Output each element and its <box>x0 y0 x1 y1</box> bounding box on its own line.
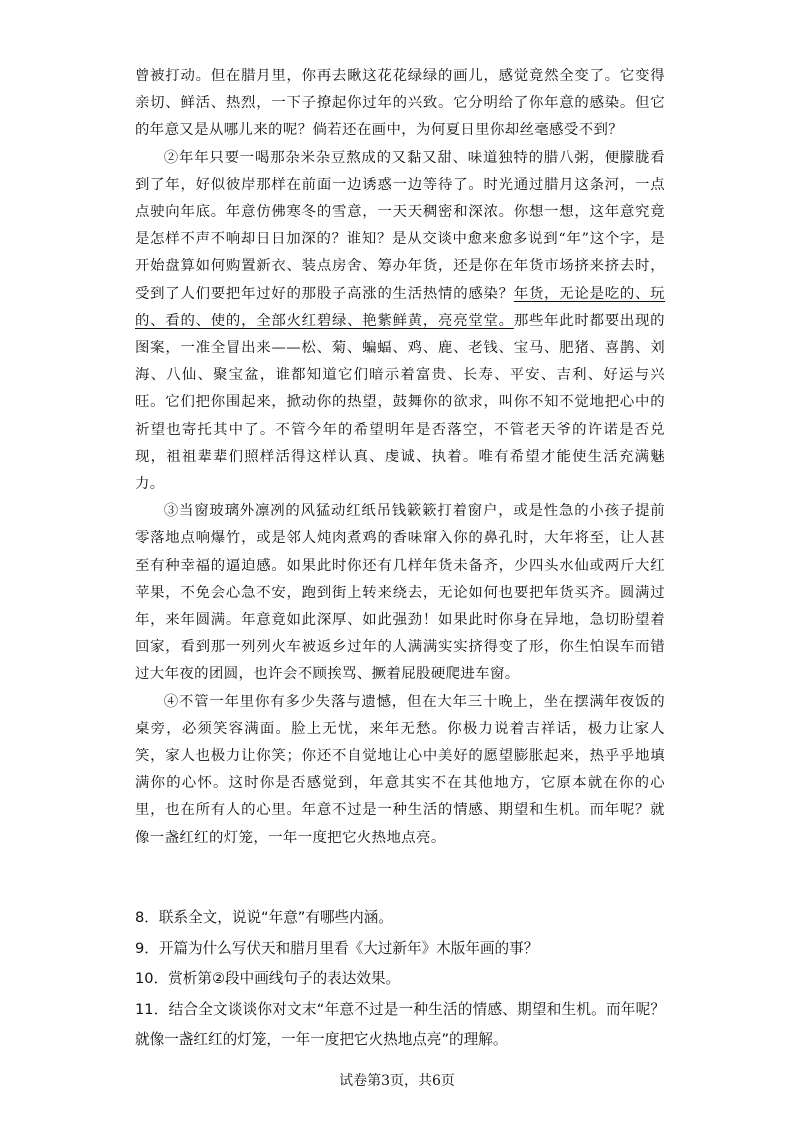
question-8: 8．联系全文，说说“年意”有哪些内涵。 <box>135 909 393 926</box>
page-footer: 试卷第3页，共6页 <box>339 1073 455 1089</box>
underlined-sentence: 年货，无论是吃的、玩的、看的、使的，全部火红碧绿、艳紫鲜黄，亮亮堂堂。 <box>135 285 665 329</box>
paragraph-1-continued: 曾被打动。但在腊月里，你再去瞅这花花绿绿的画儿，感觉竟然全变了。它变得亲切、鲜活、热烈，一下子撩起你过年的兴致。它分明给了你年意的感染。但它的年意又是从哪儿来的呢？倘若还在画中，为何夏日里你却丝毫感受不到？ <box>135 68 665 139</box>
paragraph-4: ④不管一年里你有多少失落与遗憾，但在大年三十晚上，坐在摆满年夜饭的桌旁，必须笑容满面。脸上无忧，来年无愁。你极力说着吉祥话，极力让家人笑，家人也极力让你笑；你还不自觉地让心中美好的愿望膨胀起来，热乎乎地填满你的心怀。这时你是否感觉到，年意其实不在其他地方，它原本就在你的心里，也在所有人的心里。年意不过是一种生活的情感、期望和生机。而年呢？就像一盏红红的灯笼，一年一度把它火热地点亮。 <box>135 693 665 846</box>
paragraph-3: ③当窗玻璃外凛冽的风猛动红纸吊钱簌簌打着窗户，或是性急的小孩子提前零落地点响爆竹，或是邻人炖肉煮鸡的香味窜入你的鼻孔时，大年将至，让人甚至有种幸福的逼迫感。如果此时你还有几样年货未备齐，少四头水仙或两斤大红苹果，不免会心急不安，跑到街上转来绕去，无论如何也要把年货买齐。圆满过年，来年圆满。年意竟如此深厚、如此强劲！如果此时你身在异地，急切盼望着回家，看到那一列列火车被返乡过年的人满满实实挤得变了形，你生怕误车而错过大年夜的团圆，也许会不顾挨骂、撅着屁股硬爬进车窗。 <box>135 503 665 683</box>
reading-passage <box>135 63 665 852</box>
question-list <box>135 903 665 1056</box>
question-9: 9．开篇为什么写伏天和腊月里看《大过新年》木版年画的事？ <box>135 939 539 957</box>
question-11: 11．结合全文谈谈你对文末“年意不过是一种生活的情感、期望和生机。而年呢？就像一盏红红的灯笼，一年一度把它火热地点亮”的理解。 <box>135 1000 665 1048</box>
paragraph-2-text-before: ②年年只要一喝那杂米杂豆熬成的又黏又甜、味道独特的腊八粥，便朦胧看到了年，好似彼岸那样在前面一边诱惑一边等待了。时光通过腊月这条河，一点点驶向年底。年意仿佛寒冬的雪意，一天天稠密和深浓。你想一想，这年意究竟是怎样不声不响却日日加深的？谁知？是从交谈中愈来愈多说到“年”这个字，是开始盘算如何购置新衣、装点房舍、筹办年货，还是你在年货市场挤来挤去时，受到了人们要把年过好的那股子高涨的生活热情的感染？ <box>135 149 665 302</box>
question-10: 10．赏析第②段中画线句子的表达效果。 <box>135 970 401 987</box>
paragraph-2 <box>135 145 665 499</box>
paragraph-2-text-after: 那些年此时都要出现的图案，一准全冒出来——松、菊、蝙蝠、鸡、鹿、老钱、宝马、肥猪、喜鹊、刘海、八仙、聚宝盆，谁都知道它们暗示着富贵、长寿、平安、吉利、好运与兴旺。它们把你围起来，掀动你的热望，鼓舞你的欲求，叫你不知不觉地把心中的祈望也寄托其中了。不管今年的希望明年是否落空，不管老天爷的许诺是否兑现，祖祖辈辈们照样活得这样认真、虔诚、执着。唯有希望才能使生活充满魅力。 <box>135 312 665 493</box>
